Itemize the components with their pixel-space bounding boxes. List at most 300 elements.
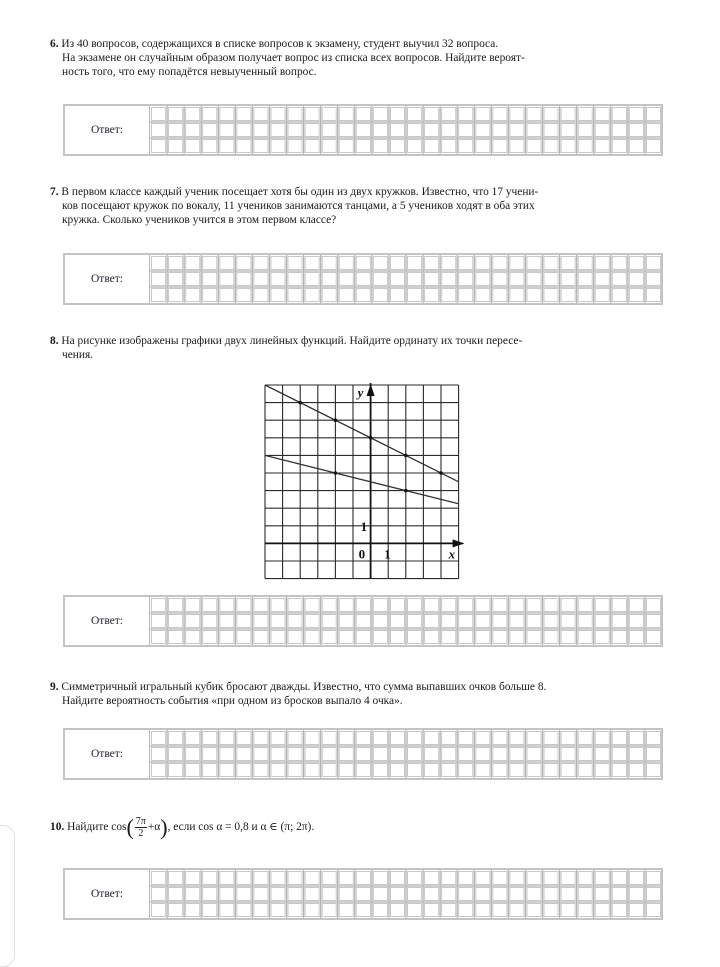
answer-cell[interactable] (459, 748, 473, 761)
answer-cell[interactable] (356, 273, 370, 286)
answer-cell[interactable] (493, 764, 507, 777)
answer-cell[interactable] (169, 764, 183, 777)
answer-cell[interactable] (356, 872, 370, 885)
answer-cell[interactable] (186, 273, 200, 286)
answer-cell[interactable] (203, 140, 217, 153)
answer-cell[interactable] (442, 615, 456, 628)
answer-cell[interactable] (305, 888, 319, 901)
answer-cell[interactable] (612, 748, 626, 761)
answer-cell[interactable] (459, 124, 473, 137)
answer-cell[interactable] (322, 764, 336, 777)
answer-cell[interactable] (271, 273, 285, 286)
answer-cell[interactable] (305, 732, 319, 745)
answer-cell[interactable] (152, 140, 166, 153)
answer-cell[interactable] (646, 289, 660, 302)
answer-cell[interactable] (390, 888, 404, 901)
answer-cell[interactable] (339, 108, 353, 121)
answer-cell[interactable] (408, 904, 422, 917)
answer-cell[interactable] (646, 273, 660, 286)
answer-cell[interactable] (254, 289, 268, 302)
answer-cell[interactable] (203, 257, 217, 270)
answer-cell[interactable] (237, 872, 251, 885)
answer-cell[interactable] (544, 888, 558, 901)
answer-cell[interactable] (629, 872, 643, 885)
answer-cell[interactable] (356, 615, 370, 628)
answer-cell[interactable] (544, 748, 558, 761)
answer-cell[interactable] (612, 257, 626, 270)
answer-cell[interactable] (629, 273, 643, 286)
answer-cells[interactable] (150, 255, 662, 303)
answer-cell[interactable] (169, 124, 183, 137)
answer-cell[interactable] (186, 904, 200, 917)
answer-cell[interactable] (203, 872, 217, 885)
answer-cell[interactable] (271, 764, 285, 777)
answer-cell[interactable] (578, 124, 592, 137)
answer-cell[interactable] (305, 599, 319, 612)
answer-cell[interactable] (305, 108, 319, 121)
answer-cell[interactable] (595, 615, 609, 628)
answer-cell[interactable] (561, 615, 575, 628)
answer-cell[interactable] (476, 904, 490, 917)
answer-cell[interactable] (578, 764, 592, 777)
answer-cell[interactable] (373, 257, 387, 270)
answer-cell[interactable] (425, 273, 439, 286)
answer-cell[interactable] (408, 748, 422, 761)
answer-cell[interactable] (169, 599, 183, 612)
answer-cell[interactable] (271, 257, 285, 270)
answer-cell[interactable] (595, 108, 609, 121)
answer-cell[interactable] (646, 888, 660, 901)
answer-cell[interactable] (373, 615, 387, 628)
answer-cell[interactable] (476, 140, 490, 153)
answer-cell[interactable] (305, 140, 319, 153)
answer-cell[interactable] (322, 599, 336, 612)
answer-cell[interactable] (237, 615, 251, 628)
answer-cell[interactable] (425, 748, 439, 761)
answer-cell[interactable] (373, 888, 387, 901)
answer-cell[interactable] (561, 108, 575, 121)
answer-cell[interactable] (561, 748, 575, 761)
answer-cell[interactable] (322, 615, 336, 628)
answer-cell[interactable] (578, 615, 592, 628)
answer-cell[interactable] (612, 888, 626, 901)
answer-cell[interactable] (629, 904, 643, 917)
answer-cell[interactable] (254, 631, 268, 644)
answer-cells[interactable] (150, 730, 662, 778)
answer-cell[interactable] (220, 108, 234, 121)
answer-cell[interactable] (425, 872, 439, 885)
answer-cell[interactable] (612, 631, 626, 644)
answer-cell[interactable] (612, 140, 626, 153)
answer-cell[interactable] (220, 257, 234, 270)
answer-cell[interactable] (322, 732, 336, 745)
answer-cell[interactable] (271, 872, 285, 885)
answer-cell[interactable] (169, 108, 183, 121)
answer-cell[interactable] (288, 140, 302, 153)
answer-cell[interactable] (629, 257, 643, 270)
answer-cell[interactable] (322, 257, 336, 270)
answer-cell[interactable] (408, 764, 422, 777)
answer-cell[interactable] (612, 615, 626, 628)
answer-cell[interactable] (339, 124, 353, 137)
answer-cell[interactable] (186, 140, 200, 153)
answer-cell[interactable] (561, 904, 575, 917)
answer-cell[interactable] (476, 273, 490, 286)
answer-cell[interactable] (288, 631, 302, 644)
answer-cell[interactable] (646, 615, 660, 628)
answer-cell[interactable] (612, 904, 626, 917)
answer-cell[interactable] (186, 732, 200, 745)
answer-cell[interactable] (544, 764, 558, 777)
answer-cell[interactable] (425, 764, 439, 777)
answer-cell[interactable] (339, 289, 353, 302)
answer-cell[interactable] (459, 888, 473, 901)
answer-cell[interactable] (220, 872, 234, 885)
answer-cell[interactable] (322, 748, 336, 761)
answer-cell[interactable] (169, 732, 183, 745)
answer-cell[interactable] (408, 631, 422, 644)
answer-cell[interactable] (578, 140, 592, 153)
answer-cell[interactable] (527, 108, 541, 121)
answer-cell[interactable] (561, 631, 575, 644)
answer-cell[interactable] (305, 631, 319, 644)
answer-cell[interactable] (561, 289, 575, 302)
answer-cell[interactable] (408, 108, 422, 121)
answer-cell[interactable] (152, 273, 166, 286)
answer-cell[interactable] (271, 904, 285, 917)
answer-cell[interactable] (288, 872, 302, 885)
answer-cell[interactable] (152, 748, 166, 761)
answer-cell[interactable] (186, 631, 200, 644)
answer-cell[interactable] (186, 872, 200, 885)
answer-cell[interactable] (493, 257, 507, 270)
answer-cell[interactable] (169, 289, 183, 302)
answer-cell[interactable] (254, 108, 268, 121)
answer-cell[interactable] (186, 108, 200, 121)
answer-cell[interactable] (561, 140, 575, 153)
answer-cell[interactable] (425, 599, 439, 612)
answer-cell[interactable] (152, 888, 166, 901)
answer-cell[interactable] (390, 257, 404, 270)
answer-cell[interactable] (629, 124, 643, 137)
answer-cell[interactable] (220, 615, 234, 628)
answer-cell[interactable] (510, 748, 524, 761)
answer-cell[interactable] (254, 732, 268, 745)
answer-cell[interactable] (612, 273, 626, 286)
answer-cell[interactable] (254, 273, 268, 286)
answer-cell[interactable] (356, 140, 370, 153)
answer-cell[interactable] (578, 289, 592, 302)
answer-cell[interactable] (390, 904, 404, 917)
answer-grid[interactable] (150, 255, 661, 303)
answer-cell[interactable] (578, 108, 592, 121)
answer-cell[interactable] (254, 872, 268, 885)
answer-cell[interactable] (561, 124, 575, 137)
answer-cell[interactable] (152, 257, 166, 270)
answer-cell[interactable] (220, 140, 234, 153)
answer-cell[interactable] (322, 872, 336, 885)
answer-cell[interactable] (510, 289, 524, 302)
answer-box-9[interactable] (63, 728, 663, 780)
answer-cell[interactable] (271, 631, 285, 644)
answer-cell[interactable] (288, 289, 302, 302)
answer-cell[interactable] (339, 140, 353, 153)
answer-cell[interactable] (152, 108, 166, 121)
answer-cell[interactable] (561, 257, 575, 270)
answer-cell[interactable] (390, 108, 404, 121)
answer-cell[interactable] (476, 599, 490, 612)
answer-cell[interactable] (442, 140, 456, 153)
answer-cell[interactable] (493, 904, 507, 917)
answer-cell[interactable] (254, 764, 268, 777)
answer-cell[interactable] (373, 124, 387, 137)
answer-cell[interactable] (237, 599, 251, 612)
answer-cell[interactable] (305, 764, 319, 777)
answer-cell[interactable] (186, 257, 200, 270)
answer-cell[interactable] (510, 599, 524, 612)
answer-cell[interactable] (510, 108, 524, 121)
answer-cell[interactable] (510, 904, 524, 917)
answer-cell[interactable] (476, 289, 490, 302)
answer-cell[interactable] (442, 872, 456, 885)
answer-cell[interactable] (152, 631, 166, 644)
answer-cell[interactable] (339, 273, 353, 286)
answer-cell[interactable] (646, 108, 660, 121)
answer-cell[interactable] (373, 599, 387, 612)
answer-cell[interactable] (390, 872, 404, 885)
answer-cell[interactable] (459, 732, 473, 745)
answer-cell[interactable] (373, 631, 387, 644)
answer-cell[interactable] (356, 599, 370, 612)
answer-cell[interactable] (476, 748, 490, 761)
answer-cell[interactable] (527, 904, 541, 917)
answer-cell[interactable] (578, 888, 592, 901)
answer-cell[interactable] (595, 631, 609, 644)
answer-cell[interactable] (442, 748, 456, 761)
answer-cell[interactable] (595, 764, 609, 777)
answer-cell[interactable] (254, 904, 268, 917)
answer-cell[interactable] (408, 732, 422, 745)
answer-cell[interactable] (203, 124, 217, 137)
answer-cell[interactable] (390, 599, 404, 612)
answer-cell[interactable] (254, 124, 268, 137)
answer-cell[interactable] (254, 257, 268, 270)
answer-cell[interactable] (493, 124, 507, 137)
answer-cell[interactable] (612, 732, 626, 745)
answer-cell[interactable] (271, 108, 285, 121)
answer-cell[interactable] (544, 140, 558, 153)
answer-cell[interactable] (595, 748, 609, 761)
answer-cell[interactable] (510, 615, 524, 628)
answer-cell[interactable] (152, 764, 166, 777)
answer-cell[interactable] (493, 289, 507, 302)
answer-cell[interactable] (442, 732, 456, 745)
answer-cell[interactable] (442, 108, 456, 121)
answer-cell[interactable] (493, 888, 507, 901)
answer-cell[interactable] (425, 904, 439, 917)
answer-grid[interactable] (150, 106, 661, 154)
answer-cell[interactable] (459, 289, 473, 302)
answer-cell[interactable] (544, 124, 558, 137)
answer-cell[interactable] (595, 257, 609, 270)
answer-cell[interactable] (425, 108, 439, 121)
answer-cell[interactable] (356, 257, 370, 270)
answer-cell[interactable] (527, 748, 541, 761)
answer-cell[interactable] (390, 273, 404, 286)
answer-cell[interactable] (254, 615, 268, 628)
answer-cell[interactable] (339, 631, 353, 644)
answer-cell[interactable] (527, 764, 541, 777)
answer-cell[interactable] (425, 257, 439, 270)
answer-cells[interactable] (150, 597, 662, 645)
answer-cell[interactable] (169, 888, 183, 901)
answer-cell[interactable] (322, 289, 336, 302)
answer-cell[interactable] (186, 888, 200, 901)
answer-cell[interactable] (544, 108, 558, 121)
answer-cell[interactable] (629, 764, 643, 777)
answer-cell[interactable] (186, 124, 200, 137)
answer-cell[interactable] (271, 140, 285, 153)
answer-cell[interactable] (646, 631, 660, 644)
answer-cell[interactable] (527, 615, 541, 628)
answer-cell[interactable] (493, 748, 507, 761)
answer-cell[interactable] (237, 108, 251, 121)
answer-cell[interactable] (288, 888, 302, 901)
answer-cell[interactable] (442, 273, 456, 286)
answer-cell[interactable] (527, 289, 541, 302)
answer-cell[interactable] (322, 631, 336, 644)
answer-cell[interactable] (510, 140, 524, 153)
answer-cell[interactable] (339, 599, 353, 612)
answer-cell[interactable] (271, 289, 285, 302)
answer-cell[interactable] (152, 124, 166, 137)
answer-cell[interactable] (595, 124, 609, 137)
answer-cell[interactable] (203, 599, 217, 612)
answer-cell[interactable] (408, 599, 422, 612)
answer-cell[interactable] (425, 124, 439, 137)
answer-cell[interactable] (476, 732, 490, 745)
answer-cell[interactable] (237, 140, 251, 153)
answer-cell[interactable] (646, 599, 660, 612)
answer-cell[interactable] (595, 140, 609, 153)
answer-cell[interactable] (203, 732, 217, 745)
answer-cell[interactable] (408, 888, 422, 901)
answer-cell[interactable] (459, 904, 473, 917)
answer-cell[interactable] (305, 289, 319, 302)
answer-cell[interactable] (254, 140, 268, 153)
answer-cell[interactable] (322, 108, 336, 121)
answer-cell[interactable] (356, 631, 370, 644)
answer-cell[interactable] (288, 904, 302, 917)
answer-cell[interactable] (595, 872, 609, 885)
answer-cell[interactable] (373, 904, 387, 917)
answer-cell[interactable] (169, 140, 183, 153)
answer-cell[interactable] (237, 904, 251, 917)
answer-cell[interactable] (271, 599, 285, 612)
answer-cell[interactable] (527, 273, 541, 286)
answer-cell[interactable] (288, 257, 302, 270)
answer-cell[interactable] (373, 748, 387, 761)
answer-cell[interactable] (339, 748, 353, 761)
answer-cell[interactable] (373, 872, 387, 885)
answer-cell[interactable] (595, 273, 609, 286)
answer-cell[interactable] (186, 748, 200, 761)
answer-cell[interactable] (646, 124, 660, 137)
answer-cell[interactable] (356, 904, 370, 917)
answer-cell[interactable] (390, 140, 404, 153)
answer-cell[interactable] (459, 599, 473, 612)
answer-cell[interactable] (220, 764, 234, 777)
answer-cell[interactable] (305, 273, 319, 286)
answer-cell[interactable] (408, 289, 422, 302)
answer-cell[interactable] (646, 904, 660, 917)
answer-cell[interactable] (561, 599, 575, 612)
answer-cell[interactable] (595, 904, 609, 917)
answer-cell[interactable] (203, 631, 217, 644)
answer-cell[interactable] (339, 904, 353, 917)
answer-cell[interactable] (629, 888, 643, 901)
answer-cell[interactable] (629, 631, 643, 644)
answer-cell[interactable] (646, 257, 660, 270)
answer-cell[interactable] (595, 289, 609, 302)
answer-cell[interactable] (561, 273, 575, 286)
answer-cell[interactable] (339, 872, 353, 885)
answer-cell[interactable] (561, 888, 575, 901)
answer-cell[interactable] (510, 764, 524, 777)
answer-cell[interactable] (152, 904, 166, 917)
answer-cell[interactable] (578, 872, 592, 885)
answer-cell[interactable] (527, 599, 541, 612)
answer-cell[interactable] (510, 257, 524, 270)
answer-cell[interactable] (220, 888, 234, 901)
answer-cell[interactable] (288, 764, 302, 777)
answer-cell[interactable] (459, 631, 473, 644)
answer-cell[interactable] (442, 904, 456, 917)
answer-cell[interactable] (186, 289, 200, 302)
answer-cell[interactable] (459, 257, 473, 270)
answer-cell[interactable] (544, 273, 558, 286)
answer-cell[interactable] (203, 748, 217, 761)
answer-cell[interactable] (186, 599, 200, 612)
answer-cell[interactable] (288, 732, 302, 745)
answer-cell[interactable] (220, 599, 234, 612)
answer-cell[interactable] (237, 289, 251, 302)
answer-cell[interactable] (288, 124, 302, 137)
answer-cell[interactable] (237, 748, 251, 761)
answer-cell[interactable] (356, 764, 370, 777)
answer-cell[interactable] (408, 257, 422, 270)
answer-cell[interactable] (476, 872, 490, 885)
answer-cell[interactable] (305, 615, 319, 628)
answer-cell[interactable] (169, 904, 183, 917)
answer-cell[interactable] (459, 615, 473, 628)
answer-cell[interactable] (339, 764, 353, 777)
answer-cell[interactable] (288, 748, 302, 761)
answer-cell[interactable] (476, 108, 490, 121)
answer-cell[interactable] (544, 631, 558, 644)
answer-cell[interactable] (544, 257, 558, 270)
answer-cell[interactable] (203, 904, 217, 917)
answer-cell[interactable] (408, 124, 422, 137)
answer-cell[interactable] (305, 257, 319, 270)
answer-cell[interactable] (288, 108, 302, 121)
answer-cell[interactable] (425, 615, 439, 628)
answer-cell[interactable] (322, 904, 336, 917)
answer-cell[interactable] (271, 615, 285, 628)
answer-cell[interactable] (356, 888, 370, 901)
answer-cell[interactable] (288, 615, 302, 628)
answer-cell[interactable] (612, 872, 626, 885)
